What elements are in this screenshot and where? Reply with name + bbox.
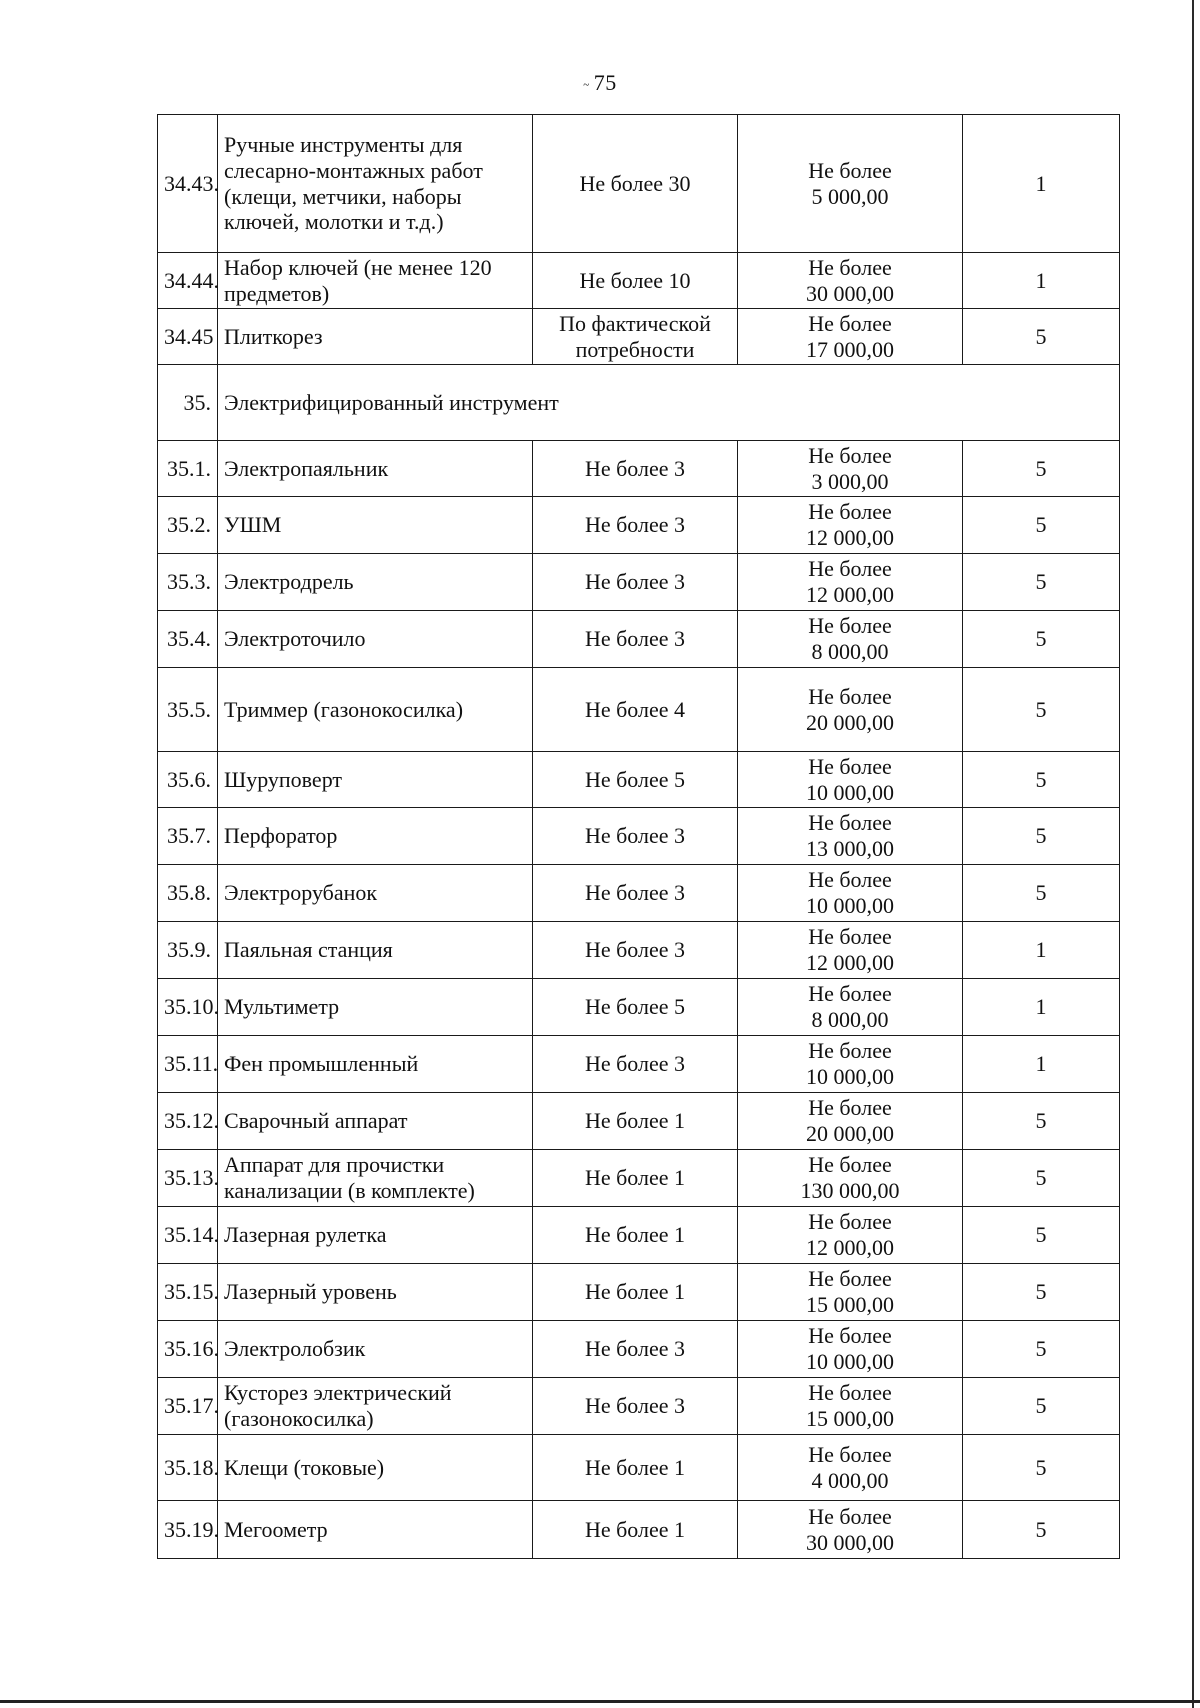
price-value: 10 000,00	[806, 1064, 894, 1089]
page-mark: ~	[583, 78, 590, 91]
item-price	[738, 1207, 963, 1264]
price-prefix: Не более	[808, 556, 892, 582]
table-row	[158, 865, 1120, 922]
item-price	[738, 979, 963, 1036]
row-number: 35.14.	[158, 1207, 218, 1264]
item-quantity: Не более 3	[533, 808, 738, 865]
item-term: 5	[963, 1501, 1120, 1559]
item-term: 1	[963, 922, 1120, 979]
row-number: 35.9.	[158, 922, 218, 979]
section-title: Электрифицированный инструмент	[218, 365, 1120, 441]
item-quantity: Не более 4	[533, 668, 738, 752]
price-value: 8 000,00	[811, 1007, 889, 1032]
equipment-table	[157, 114, 1120, 1559]
item-name: Мультиметр	[218, 979, 533, 1036]
item-price	[738, 808, 963, 865]
item-price	[738, 1378, 963, 1435]
row-number: 35.2.	[158, 497, 218, 554]
item-term: 5	[963, 611, 1120, 668]
item-quantity: Не более 1	[533, 1150, 738, 1207]
item-quantity: Не более 30	[533, 115, 738, 253]
table-row	[158, 668, 1120, 752]
table-row	[158, 1207, 1120, 1264]
price-value: 10 000,00	[806, 893, 894, 918]
price-value: 5 000,00	[811, 183, 889, 209]
price-value: 10 000,00	[806, 779, 894, 805]
row-number: 35.1.	[158, 441, 218, 497]
price-value: 20 000,00	[806, 709, 894, 735]
table-row	[158, 1093, 1120, 1150]
row-number: 35.6.	[158, 752, 218, 808]
item-term: 5	[963, 752, 1120, 808]
item-price	[738, 441, 963, 497]
page-number-value: 75	[593, 70, 617, 95]
item-price	[738, 865, 963, 922]
price-prefix: Не более	[808, 1503, 892, 1529]
item-price	[738, 1150, 963, 1207]
price-prefix: Не более	[808, 613, 892, 639]
item-quantity: Не более 3	[533, 611, 738, 668]
equipment-table-body	[158, 115, 1120, 1559]
price-prefix: Не более	[808, 867, 892, 893]
item-quantity: Не более 3	[533, 865, 738, 922]
table-row	[158, 253, 1120, 309]
row-number: 35.19.	[158, 1501, 218, 1559]
price-prefix: Не более	[808, 924, 892, 950]
item-term: 1	[963, 115, 1120, 253]
price-prefix: Не более	[808, 1380, 892, 1406]
row-number: 35.12.	[158, 1093, 218, 1150]
item-quantity: Не более 5	[533, 979, 738, 1036]
item-name: Набор ключей (не менее 120 предметов)	[218, 253, 533, 309]
row-number: 35.8.	[158, 865, 218, 922]
price-value: 30 000,00	[806, 280, 894, 306]
row-number: 35.18.	[158, 1435, 218, 1501]
item-name: Электроточило	[218, 611, 533, 668]
price-prefix: Не более	[808, 1038, 892, 1064]
item-term: 5	[963, 441, 1120, 497]
scan-edge	[1192, 0, 1194, 1708]
price-prefix: Не более	[808, 810, 892, 836]
item-quantity: Не более 1	[533, 1435, 738, 1501]
item-quantity: По фактической потребности	[533, 309, 738, 365]
table-row	[158, 979, 1120, 1036]
item-term: 5	[963, 1378, 1120, 1435]
item-price	[738, 752, 963, 808]
price-prefix: Не более	[808, 1441, 892, 1467]
item-term: 1	[963, 253, 1120, 309]
row-number: 35.10.	[158, 979, 218, 1036]
row-number: 34.44.	[158, 253, 218, 309]
item-name: Электролобзик	[218, 1321, 533, 1378]
item-quantity: Не более 1	[533, 1093, 738, 1150]
item-term: 1	[963, 1036, 1120, 1093]
price-value: 30 000,00	[806, 1529, 894, 1555]
item-name: Электрорубанок	[218, 865, 533, 922]
item-name: Плиткорез	[218, 309, 533, 365]
item-name: Электродрель	[218, 554, 533, 611]
item-price	[738, 554, 963, 611]
item-name: Сварочный аппарат	[218, 1093, 533, 1150]
item-name: Триммер (газонокосилка)	[218, 668, 533, 752]
table-row	[158, 611, 1120, 668]
item-name: Лазерный уровень	[218, 1264, 533, 1321]
row-number: 34.43.	[158, 115, 218, 253]
table-row	[158, 497, 1120, 554]
price-prefix: Не более	[808, 1152, 892, 1178]
price-value: 12 000,00	[806, 582, 894, 607]
item-name: Шуруповерт	[218, 752, 533, 808]
item-term: 5	[963, 808, 1120, 865]
price-value: 8 000,00	[811, 639, 889, 664]
section-number: 35.	[158, 365, 218, 441]
row-number: 35.15.	[158, 1264, 218, 1321]
item-term: 5	[963, 1264, 1120, 1321]
item-name: УШМ	[218, 497, 533, 554]
item-term: 5	[963, 309, 1120, 365]
table-row	[158, 1036, 1120, 1093]
row-number: 35.3.	[158, 554, 218, 611]
item-quantity: Не более 3	[533, 1321, 738, 1378]
price-prefix: Не более	[808, 1266, 892, 1292]
item-price	[738, 497, 963, 554]
row-number: 35.5.	[158, 668, 218, 752]
row-number: 35.17.	[158, 1378, 218, 1435]
table-row	[158, 1150, 1120, 1207]
price-value: 10 000,00	[806, 1349, 894, 1374]
item-quantity: Не более 3	[533, 1036, 738, 1093]
item-price	[738, 115, 963, 253]
row-number: 34.45	[158, 309, 218, 365]
row-number: 35.13.	[158, 1150, 218, 1207]
item-name: Аппарат для прочистки канализации (в комплекте)	[218, 1150, 533, 1207]
price-prefix: Не более	[808, 981, 892, 1007]
item-price	[738, 611, 963, 668]
item-name: Паяльная станция	[218, 922, 533, 979]
item-term: 5	[963, 1435, 1120, 1501]
price-value: 17 000,00	[806, 336, 894, 362]
item-quantity: Не более 10	[533, 253, 738, 309]
item-quantity: Не более 5	[533, 752, 738, 808]
price-value: 20 000,00	[806, 1121, 894, 1146]
page-number	[0, 70, 1200, 96]
table-row	[158, 1435, 1120, 1501]
item-price	[738, 1321, 963, 1378]
price-prefix: Не более	[808, 1095, 892, 1121]
price-value: 3 000,00	[811, 468, 889, 494]
price-prefix: Не более	[808, 499, 892, 525]
item-price	[738, 1501, 963, 1559]
price-value: 12 000,00	[806, 525, 894, 550]
item-price	[738, 1264, 963, 1321]
item-name: Фен промышленный	[218, 1036, 533, 1093]
table-row	[158, 808, 1120, 865]
table-row	[158, 115, 1120, 253]
row-number: 35.11.	[158, 1036, 218, 1093]
price-prefix: Не более	[808, 442, 892, 468]
table-row	[158, 1264, 1120, 1321]
item-price	[738, 668, 963, 752]
table-row	[158, 441, 1120, 497]
item-quantity: Не более 1	[533, 1501, 738, 1559]
price-value: 15 000,00	[806, 1292, 894, 1317]
row-number: 35.4.	[158, 611, 218, 668]
item-term: 5	[963, 497, 1120, 554]
table-row	[158, 752, 1120, 808]
item-term: 5	[963, 1207, 1120, 1264]
item-price	[738, 1036, 963, 1093]
item-quantity: Не более 1	[533, 1264, 738, 1321]
price-value: 15 000,00	[806, 1406, 894, 1431]
item-price	[738, 309, 963, 365]
price-prefix: Не более	[808, 1209, 892, 1235]
item-price	[738, 1435, 963, 1501]
item-name: Мегоометр	[218, 1501, 533, 1559]
row-number: 35.7.	[158, 808, 218, 865]
row-number: 35.16.	[158, 1321, 218, 1378]
item-price	[738, 1093, 963, 1150]
item-term: 5	[963, 1093, 1120, 1150]
price-prefix: Не более	[808, 753, 892, 779]
price-prefix: Не более	[808, 683, 892, 709]
item-quantity: Не более 3	[533, 441, 738, 497]
table-row	[158, 309, 1120, 365]
table-row	[158, 1501, 1120, 1559]
item-name: Ручные инструменты для слесарно-монтажных работ (клещи, метчики, наборы ключей, молотки и т.д.)	[218, 115, 533, 253]
scan-bottom-edge	[0, 1700, 1200, 1703]
item-quantity: Не более 3	[533, 922, 738, 979]
price-value: 130 000,00	[800, 1178, 900, 1203]
item-name: Лазерная рулетка	[218, 1207, 533, 1264]
table-row	[158, 1321, 1120, 1378]
item-quantity: Не более 3	[533, 554, 738, 611]
price-prefix: Не более	[808, 254, 892, 280]
item-quantity: Не более 1	[533, 1207, 738, 1264]
item-quantity: Не более 3	[533, 1378, 738, 1435]
item-name: Электропаяльник	[218, 441, 533, 497]
table-row	[158, 554, 1120, 611]
item-term: 5	[963, 554, 1120, 611]
price-prefix: Не более	[808, 157, 892, 183]
item-term: 5	[963, 1150, 1120, 1207]
item-name: Кусторез электрический (газонокосилка)	[218, 1378, 533, 1435]
item-term: 5	[963, 668, 1120, 752]
section-row	[158, 365, 1120, 441]
item-term: 5	[963, 1321, 1120, 1378]
table-row	[158, 1378, 1120, 1435]
item-name: Клещи (токовые)	[218, 1435, 533, 1501]
table-row	[158, 922, 1120, 979]
item-name: Перфоратор	[218, 808, 533, 865]
price-value: 12 000,00	[806, 950, 894, 975]
item-price	[738, 922, 963, 979]
price-prefix: Не более	[808, 1323, 892, 1349]
item-term: 1	[963, 979, 1120, 1036]
item-quantity: Не более 3	[533, 497, 738, 554]
price-value: 4 000,00	[811, 1467, 889, 1493]
price-prefix: Не более	[808, 310, 892, 336]
item-price	[738, 253, 963, 309]
item-term: 5	[963, 865, 1120, 922]
price-value: 12 000,00	[806, 1235, 894, 1260]
price-value: 13 000,00	[806, 836, 894, 861]
